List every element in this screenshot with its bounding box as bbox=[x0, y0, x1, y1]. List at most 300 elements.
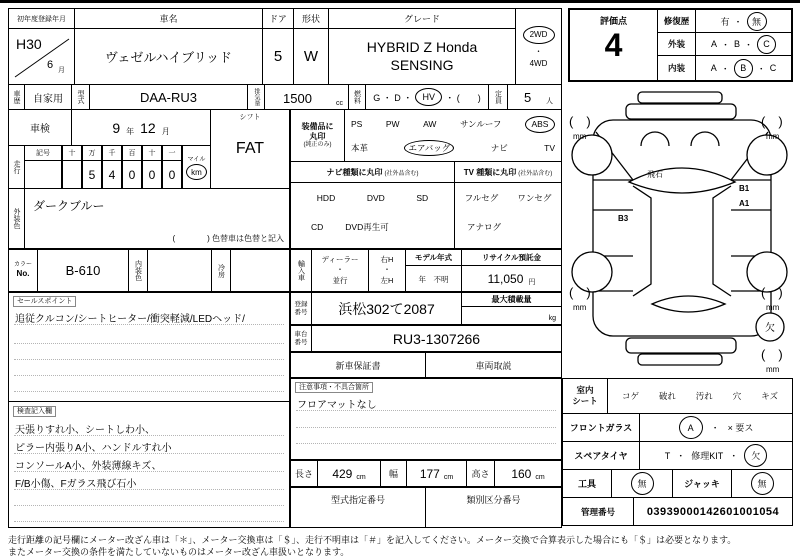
fuel-value-cell bbox=[365, 84, 489, 110]
windshield bbox=[629, 168, 735, 193]
type-number-label: 型式指定番号 bbox=[330, 495, 385, 505]
odo-digit-man bbox=[82, 160, 102, 189]
interior-grade-b-circled bbox=[734, 59, 753, 78]
chassis-number: RU3-1307266 bbox=[392, 330, 481, 347]
import-parallel: 並行 bbox=[332, 275, 348, 285]
shift-cell bbox=[210, 109, 290, 189]
rear-glass bbox=[652, 296, 725, 312]
spare-tire-value-cell bbox=[639, 441, 793, 470]
displacement-unit: cc bbox=[336, 100, 343, 107]
import-dot: ・ bbox=[336, 265, 344, 275]
shaken-month: 12 bbox=[140, 119, 156, 136]
displacement-label: 排気量 bbox=[253, 88, 259, 106]
mm-label: mm bbox=[766, 365, 780, 374]
repair-no-circled bbox=[747, 12, 767, 31]
interior-grade-value-cell bbox=[696, 56, 791, 80]
width-value-cell bbox=[406, 460, 467, 487]
rating-label: 評価点 bbox=[599, 16, 627, 26]
import-handle-cell bbox=[368, 249, 406, 292]
rear-bumper bbox=[626, 338, 736, 353]
nav-sd: SD bbox=[416, 193, 429, 203]
exterior-grade-value-cell bbox=[696, 33, 791, 56]
tool-value: 無 bbox=[637, 479, 647, 489]
seat-label-1: 室内 bbox=[576, 385, 594, 396]
shape-value-cell bbox=[293, 28, 329, 85]
reg-date-label: 初年度登録年月 bbox=[17, 15, 66, 23]
mgmt-number-value-cell bbox=[633, 497, 793, 526]
door-count: 5 bbox=[273, 48, 283, 65]
equip-navi: ナビ bbox=[490, 142, 508, 153]
rating-score-cell bbox=[570, 10, 658, 80]
tv-one-seg: ワンセグ bbox=[517, 193, 552, 203]
odo-col-ju bbox=[142, 145, 162, 161]
grade-label: グレード bbox=[403, 14, 440, 24]
odo-col-sign bbox=[24, 145, 62, 161]
grade-b: B bbox=[740, 63, 747, 73]
jack-label-cell bbox=[672, 469, 732, 498]
repair-history-label: 修復歴 bbox=[663, 16, 690, 26]
exterior-grade-label: 外装 bbox=[667, 39, 685, 49]
height-label-cell bbox=[466, 460, 495, 487]
equip-tv: TV bbox=[544, 142, 555, 153]
import-dealer: ディーラー bbox=[321, 255, 359, 265]
equip-sunroof: サンルーフ bbox=[459, 119, 502, 129]
exterior-color-label: 外装色 bbox=[13, 208, 20, 229]
shift-label-text: シフト bbox=[239, 114, 261, 121]
seat-opt-ana: 穴 bbox=[732, 391, 742, 401]
fuel-label-cell bbox=[348, 84, 366, 110]
ac-label-cell bbox=[211, 249, 231, 292]
shape-label: 形状 bbox=[301, 14, 320, 24]
color-no-label-1: カラー bbox=[13, 262, 32, 269]
dot: ・ bbox=[720, 39, 730, 50]
mgmt-number-label: 管理番号 bbox=[580, 506, 615, 517]
nav-type-cell bbox=[290, 161, 455, 249]
odo-digit-ju bbox=[142, 160, 162, 189]
grade-c: C bbox=[763, 39, 770, 49]
history-label-cell bbox=[8, 84, 25, 110]
odo-digit: 0 bbox=[128, 167, 136, 182]
equip-aw: AW bbox=[423, 119, 437, 129]
exterior-color: ダークブルー bbox=[33, 199, 105, 213]
jack-none-circled bbox=[751, 472, 774, 495]
spare-missing: 欠 bbox=[751, 451, 761, 461]
damage-mark-b3: B3 bbox=[618, 214, 629, 223]
jack-value-cell bbox=[731, 469, 793, 498]
damage-mark-a1: A1 bbox=[739, 199, 750, 208]
equip-leather: 本革 bbox=[351, 142, 369, 153]
reg-year: H30 bbox=[16, 36, 42, 52]
rating-box bbox=[568, 8, 793, 82]
odo-digit: 0 bbox=[148, 167, 156, 182]
headlight-arc-left bbox=[641, 132, 669, 146]
dotted-line bbox=[14, 343, 284, 344]
color-no-label-cell bbox=[8, 249, 38, 292]
displacement: 1500 bbox=[283, 91, 312, 106]
tv-type-note: (社外品含む) bbox=[518, 170, 553, 177]
tread-bracket: ( ) bbox=[761, 347, 783, 362]
tread-bracket: ( ) bbox=[569, 114, 591, 129]
length-label-cell bbox=[290, 460, 318, 487]
import-dealer-cell bbox=[311, 249, 369, 292]
dotted-line bbox=[14, 359, 284, 360]
capacity-label: 定員 bbox=[494, 90, 502, 104]
inspection-line: コンソールA小、外装薄線キズ、 bbox=[15, 461, 162, 472]
dotted-line bbox=[14, 521, 284, 522]
exterior-color-label-cell bbox=[8, 188, 25, 249]
warranty-label: 新車保証書 bbox=[335, 360, 381, 371]
windshield-value-cell bbox=[639, 413, 793, 442]
equip-ps: PS bbox=[351, 119, 363, 129]
car-name-label: 車名 bbox=[159, 14, 178, 24]
nav-type-header: ナビ種類に丸印 bbox=[326, 167, 383, 177]
odo-km-label: km bbox=[191, 167, 202, 177]
odo-digit-sen bbox=[102, 160, 122, 189]
tread-bracket: ( ) bbox=[761, 114, 783, 129]
tool-none-circled bbox=[631, 472, 654, 495]
odo-digit-juman bbox=[62, 160, 82, 189]
dot: ・ bbox=[729, 451, 739, 461]
footer-note-line2: またメーター交換の条件を満たしていないものはメーター改ざん車扱いとなります。 bbox=[8, 547, 350, 557]
history-value-cell bbox=[24, 84, 72, 110]
caution-tag bbox=[295, 382, 373, 393]
registration-value-cell bbox=[311, 292, 462, 325]
recycle-unit: 円 bbox=[528, 279, 536, 286]
car-name-value-cell bbox=[74, 28, 263, 85]
caution-text: フロアマットなし bbox=[297, 400, 377, 411]
wheel-front-left bbox=[572, 135, 612, 175]
seat-options-cell bbox=[607, 378, 793, 414]
fuel-hv: HV bbox=[422, 92, 435, 102]
odo-km-circled bbox=[186, 164, 207, 180]
length-label: 長さ bbox=[294, 469, 313, 479]
odometer-label-cell bbox=[8, 145, 25, 189]
chassis-label-cell bbox=[290, 325, 312, 352]
seat-opt-kizu: キズ bbox=[761, 391, 778, 401]
odo-digit-hyaku bbox=[122, 160, 142, 189]
width-label-cell bbox=[380, 460, 407, 487]
inspection-tag bbox=[13, 406, 56, 417]
dot: ・ bbox=[744, 39, 754, 50]
shaken-month-unit: 月 bbox=[161, 127, 170, 136]
odo-col-juman bbox=[62, 145, 82, 161]
class-number-label: 類別区分番号 bbox=[466, 495, 521, 505]
odo-col-juman-label: 十 bbox=[68, 150, 76, 157]
door-label: ドア bbox=[269, 14, 287, 24]
windshield-label: フロントガラス bbox=[569, 423, 633, 433]
spare-kit-option: 修理KIT bbox=[691, 451, 724, 461]
rear-lower-bumper bbox=[638, 354, 722, 365]
nav-type-note: (社外品含む) bbox=[384, 170, 419, 177]
registration-number: 浜松302て2087 bbox=[338, 300, 435, 317]
inspection-label: 検査記入欄 bbox=[17, 408, 52, 415]
length-value-cell bbox=[317, 460, 381, 487]
shaken-label: 車検 bbox=[30, 124, 50, 135]
registration-label-cell bbox=[290, 292, 312, 325]
repair-history-label-cell bbox=[658, 10, 696, 33]
color-no-value-cell bbox=[37, 249, 129, 292]
warranty-cell bbox=[290, 352, 426, 378]
windshield-x-option: × 要ス bbox=[727, 423, 754, 433]
grade-label-cell bbox=[328, 8, 516, 29]
fuel-label: 燃料 bbox=[353, 90, 361, 104]
interior-color-label: 内装色 bbox=[134, 260, 142, 281]
car-name: ヴェゼルハイブリッド bbox=[104, 50, 233, 65]
dotted-line bbox=[14, 375, 284, 376]
dot: ・ bbox=[676, 451, 686, 461]
fuel-options-pre: G ・ D ・ bbox=[373, 92, 413, 103]
model-code: DAA-RU3 bbox=[139, 89, 198, 105]
tool-label: 工具 bbox=[577, 479, 596, 489]
glass-damage-mark: 飛石 bbox=[647, 170, 663, 179]
payload-label: 最大積載量 bbox=[491, 295, 532, 304]
inspection-line: 天張りすれ小、シートしわ小、 bbox=[15, 425, 155, 436]
manual-label: 車両取説 bbox=[475, 360, 512, 371]
color-no: B-610 bbox=[65, 263, 101, 278]
shift-value bbox=[211, 140, 289, 158]
seat-opt-koge: コゲ bbox=[621, 391, 639, 401]
top-border-bar bbox=[0, 0, 800, 3]
import-lh: 左H bbox=[380, 275, 394, 285]
dotted-line bbox=[14, 391, 284, 392]
drive-2wd-circled bbox=[523, 26, 555, 44]
equipment-value-cell bbox=[344, 109, 562, 162]
history-label: 車歴 bbox=[13, 90, 20, 104]
width-unit: cm bbox=[443, 473, 454, 481]
nav-cd: CD bbox=[311, 222, 324, 232]
dot: ・ bbox=[720, 63, 730, 74]
exterior-grade-c-circled bbox=[757, 35, 776, 54]
interior-color-label-cell bbox=[128, 249, 148, 292]
color-no-label-2: No. bbox=[16, 269, 30, 279]
inspection-line: ピラー内張りA小、ハンドルすれ小 bbox=[15, 443, 172, 454]
odo-col-sen-label: 千 bbox=[108, 150, 116, 157]
model-year-label: モデル年式 bbox=[414, 253, 453, 262]
import-label: 輸入車 bbox=[297, 260, 305, 281]
model-code-value-cell bbox=[89, 84, 248, 110]
jack-value: 無 bbox=[757, 479, 767, 489]
sales-point-label: セールスポイント bbox=[17, 298, 73, 305]
odo-mile-label: マイル bbox=[187, 157, 206, 163]
recycle-cell bbox=[461, 249, 562, 292]
drive-type-cell bbox=[515, 8, 562, 85]
reg-month-unit: 月 bbox=[58, 67, 65, 74]
equip-airbag-circled bbox=[404, 140, 454, 156]
odo-col-ichi bbox=[162, 145, 182, 161]
model-code-label: 型式 bbox=[77, 90, 84, 104]
length-unit: cm bbox=[356, 473, 366, 481]
tread-bracket: ( ) bbox=[569, 285, 591, 300]
odo-unit-cell bbox=[182, 145, 211, 189]
dotted-line bbox=[14, 505, 284, 506]
chassis-label-1: 車台 bbox=[294, 331, 308, 339]
capacity: 5 bbox=[524, 90, 532, 105]
grade-line2: SENSING bbox=[390, 56, 454, 73]
spare-missing-circled bbox=[744, 444, 767, 467]
jack-label: ジャッキ bbox=[684, 479, 720, 489]
grade-a: A bbox=[710, 63, 717, 73]
mgmt-number: 03939000142601001054 bbox=[646, 505, 780, 518]
dotted-line bbox=[14, 471, 284, 472]
spare-missing-mark: 欠 bbox=[765, 323, 775, 334]
tool-value-cell bbox=[611, 469, 673, 498]
recycle-label: リサイクル預託金 bbox=[482, 253, 541, 262]
inspection-notes-box bbox=[8, 401, 290, 528]
damage-mark-b1: B1 bbox=[739, 184, 750, 193]
sales-point-text: 追従クルコン/シートヒーター/衝突軽減/LEDヘッド/ bbox=[15, 314, 245, 325]
import-dot: ・ bbox=[383, 265, 391, 275]
dotted-line bbox=[14, 324, 284, 325]
dotted-line bbox=[14, 435, 284, 436]
drive-2wd: 2WD bbox=[529, 30, 548, 39]
windshield-label-cell bbox=[562, 413, 640, 442]
tread-bracket: ( ) bbox=[761, 285, 783, 300]
dot: ・ bbox=[710, 423, 720, 433]
width-label: 幅 bbox=[388, 469, 398, 479]
chassis-label-2: 番号 bbox=[294, 338, 308, 346]
shaken-value-cell bbox=[71, 109, 211, 146]
tv-full-seg: フルセグ bbox=[464, 193, 499, 203]
capacity-unit: 人 bbox=[546, 98, 553, 105]
dotted-line bbox=[296, 443, 556, 444]
caution-label: 注意事項・不具合箇所 bbox=[299, 384, 369, 391]
odo-col-sign-label: 記号 bbox=[36, 150, 50, 157]
chassis-value-cell bbox=[311, 325, 562, 352]
capacity-label-cell bbox=[488, 84, 508, 110]
manual-cell bbox=[425, 352, 562, 378]
shift-value-text: FAT bbox=[235, 140, 265, 157]
car-damage-diagram bbox=[563, 84, 797, 380]
seat-label-2: シート bbox=[572, 396, 598, 406]
interior-color-value-cell bbox=[147, 249, 212, 292]
import-rh: 右H bbox=[380, 255, 394, 265]
grade-a: A bbox=[710, 39, 717, 49]
tv-analog: アナログ bbox=[467, 222, 502, 232]
odo-digit: 0 bbox=[168, 167, 176, 182]
right-door-panel bbox=[713, 186, 731, 296]
car-body-outline bbox=[593, 120, 771, 336]
car-name-label-cell bbox=[74, 8, 263, 29]
type-number-cell bbox=[290, 487, 426, 528]
height-value: 160 bbox=[511, 466, 532, 481]
model-year-value: 年 不明 bbox=[418, 274, 449, 284]
drive-dot: ・ bbox=[534, 46, 543, 56]
repair-history-value-cell bbox=[696, 10, 791, 33]
drive-4wd: 4WD bbox=[529, 58, 548, 68]
seat-label-cell bbox=[562, 378, 608, 414]
repair-yes: 有 bbox=[720, 16, 730, 27]
height-unit: cm bbox=[535, 473, 545, 481]
odometer-label: 走行 bbox=[13, 160, 20, 174]
dotted-line bbox=[14, 453, 284, 454]
shape-label-cell bbox=[293, 8, 329, 29]
sales-point-box bbox=[8, 292, 290, 402]
grade-b: B bbox=[734, 39, 741, 49]
odo-col-hyaku-label: 百 bbox=[128, 150, 136, 157]
ac-value-cell bbox=[230, 249, 290, 292]
windshield-a: A bbox=[687, 422, 694, 433]
reg-date-label-cell bbox=[8, 8, 75, 29]
windshield-a-circled bbox=[679, 416, 703, 439]
shaken-year-unit: 年 bbox=[126, 127, 135, 136]
seat-opt-yabure: 破れ bbox=[658, 391, 676, 401]
tv-type-header: TV 種類に丸印 bbox=[463, 167, 517, 177]
registration-label-2: 番号 bbox=[294, 308, 308, 316]
nav-hdd: HDD bbox=[316, 193, 336, 203]
seat-opt-yogore: 汚れ bbox=[695, 391, 713, 401]
class-number-cell bbox=[425, 487, 562, 528]
rating-score: 4 bbox=[604, 27, 623, 63]
payload-unit: kg bbox=[548, 315, 556, 322]
equip-airbag: エアバッグ bbox=[408, 142, 451, 153]
exterior-color-note: ( ) 色替車は色替と記入 bbox=[172, 234, 284, 243]
model-year-cell bbox=[405, 249, 462, 292]
model-code-label-cell bbox=[71, 84, 90, 110]
mm-label: mm bbox=[766, 132, 780, 141]
dot: ・ bbox=[733, 16, 743, 27]
footer-note-line1: 走行距離の記号欄にメーター改ざん車は「＊」、メーター交換車は「＄」、走行不明車は「＃」を記入してください。メーター交換で合算表示した場合にも「＄」は必要となります。 bbox=[8, 535, 737, 545]
reg-month: 6 bbox=[47, 59, 54, 71]
equipment-label-1: 装備品に bbox=[301, 122, 334, 132]
reg-date-value-cell bbox=[8, 28, 75, 85]
exterior-color-value-cell bbox=[24, 188, 290, 249]
equipment-label-cell bbox=[290, 109, 345, 162]
odo-col-man-label: 万 bbox=[88, 150, 96, 157]
capacity-value-cell bbox=[507, 84, 562, 110]
shaken-year: 9 bbox=[112, 119, 121, 136]
odo-sign-value bbox=[24, 160, 62, 189]
interior-grade-label-cell bbox=[658, 56, 696, 80]
tv-type-cell bbox=[454, 161, 562, 249]
shape-code: W bbox=[303, 48, 319, 65]
ac-label: 冷房 bbox=[217, 263, 225, 278]
width-value: 177 bbox=[419, 466, 440, 481]
odo-col-sen bbox=[102, 145, 122, 161]
mm-label: mm bbox=[573, 132, 587, 141]
dot: ・ bbox=[756, 63, 766, 74]
equipment-note: (純正のみ) bbox=[303, 141, 332, 148]
registration-label-1: 登録 bbox=[294, 301, 308, 309]
fuel-hv-circled bbox=[415, 88, 442, 106]
headlight-arc-right bbox=[691, 132, 719, 146]
grade-c: C bbox=[769, 63, 777, 73]
grade-line1: HYBRID Z Honda bbox=[366, 39, 478, 55]
dotted-line bbox=[14, 489, 284, 490]
nav-dvd-play: DVD再生可 bbox=[345, 222, 389, 232]
nav-dvd: DVD bbox=[366, 193, 385, 203]
length-value: 429 bbox=[332, 466, 353, 481]
spare-tire-label-cell bbox=[562, 441, 640, 470]
odo-col-ichi-label: 一 bbox=[168, 150, 176, 157]
door-label-cell bbox=[262, 8, 294, 29]
import-label-cell bbox=[290, 249, 312, 292]
odo-col-hyaku bbox=[122, 145, 142, 161]
odo-col-man bbox=[82, 145, 102, 161]
odo-digit: 4 bbox=[108, 167, 116, 182]
dotted-line bbox=[296, 427, 556, 428]
displacement-label-cell bbox=[247, 84, 265, 110]
equipment-label-2: 丸印 bbox=[309, 131, 326, 141]
mgmt-number-label-cell bbox=[562, 497, 634, 526]
fuel-options-post: ・ ( ) bbox=[445, 92, 481, 103]
odo-digit: 5 bbox=[88, 167, 96, 182]
inspection-line: F/B小傷、Fガラス飛び石小 bbox=[15, 479, 137, 490]
equip-pw: PW bbox=[385, 119, 400, 129]
displacement-value-cell bbox=[264, 84, 349, 110]
caution-box bbox=[290, 378, 562, 460]
history-value: 自家用 bbox=[33, 93, 63, 105]
front-grille bbox=[638, 92, 722, 103]
